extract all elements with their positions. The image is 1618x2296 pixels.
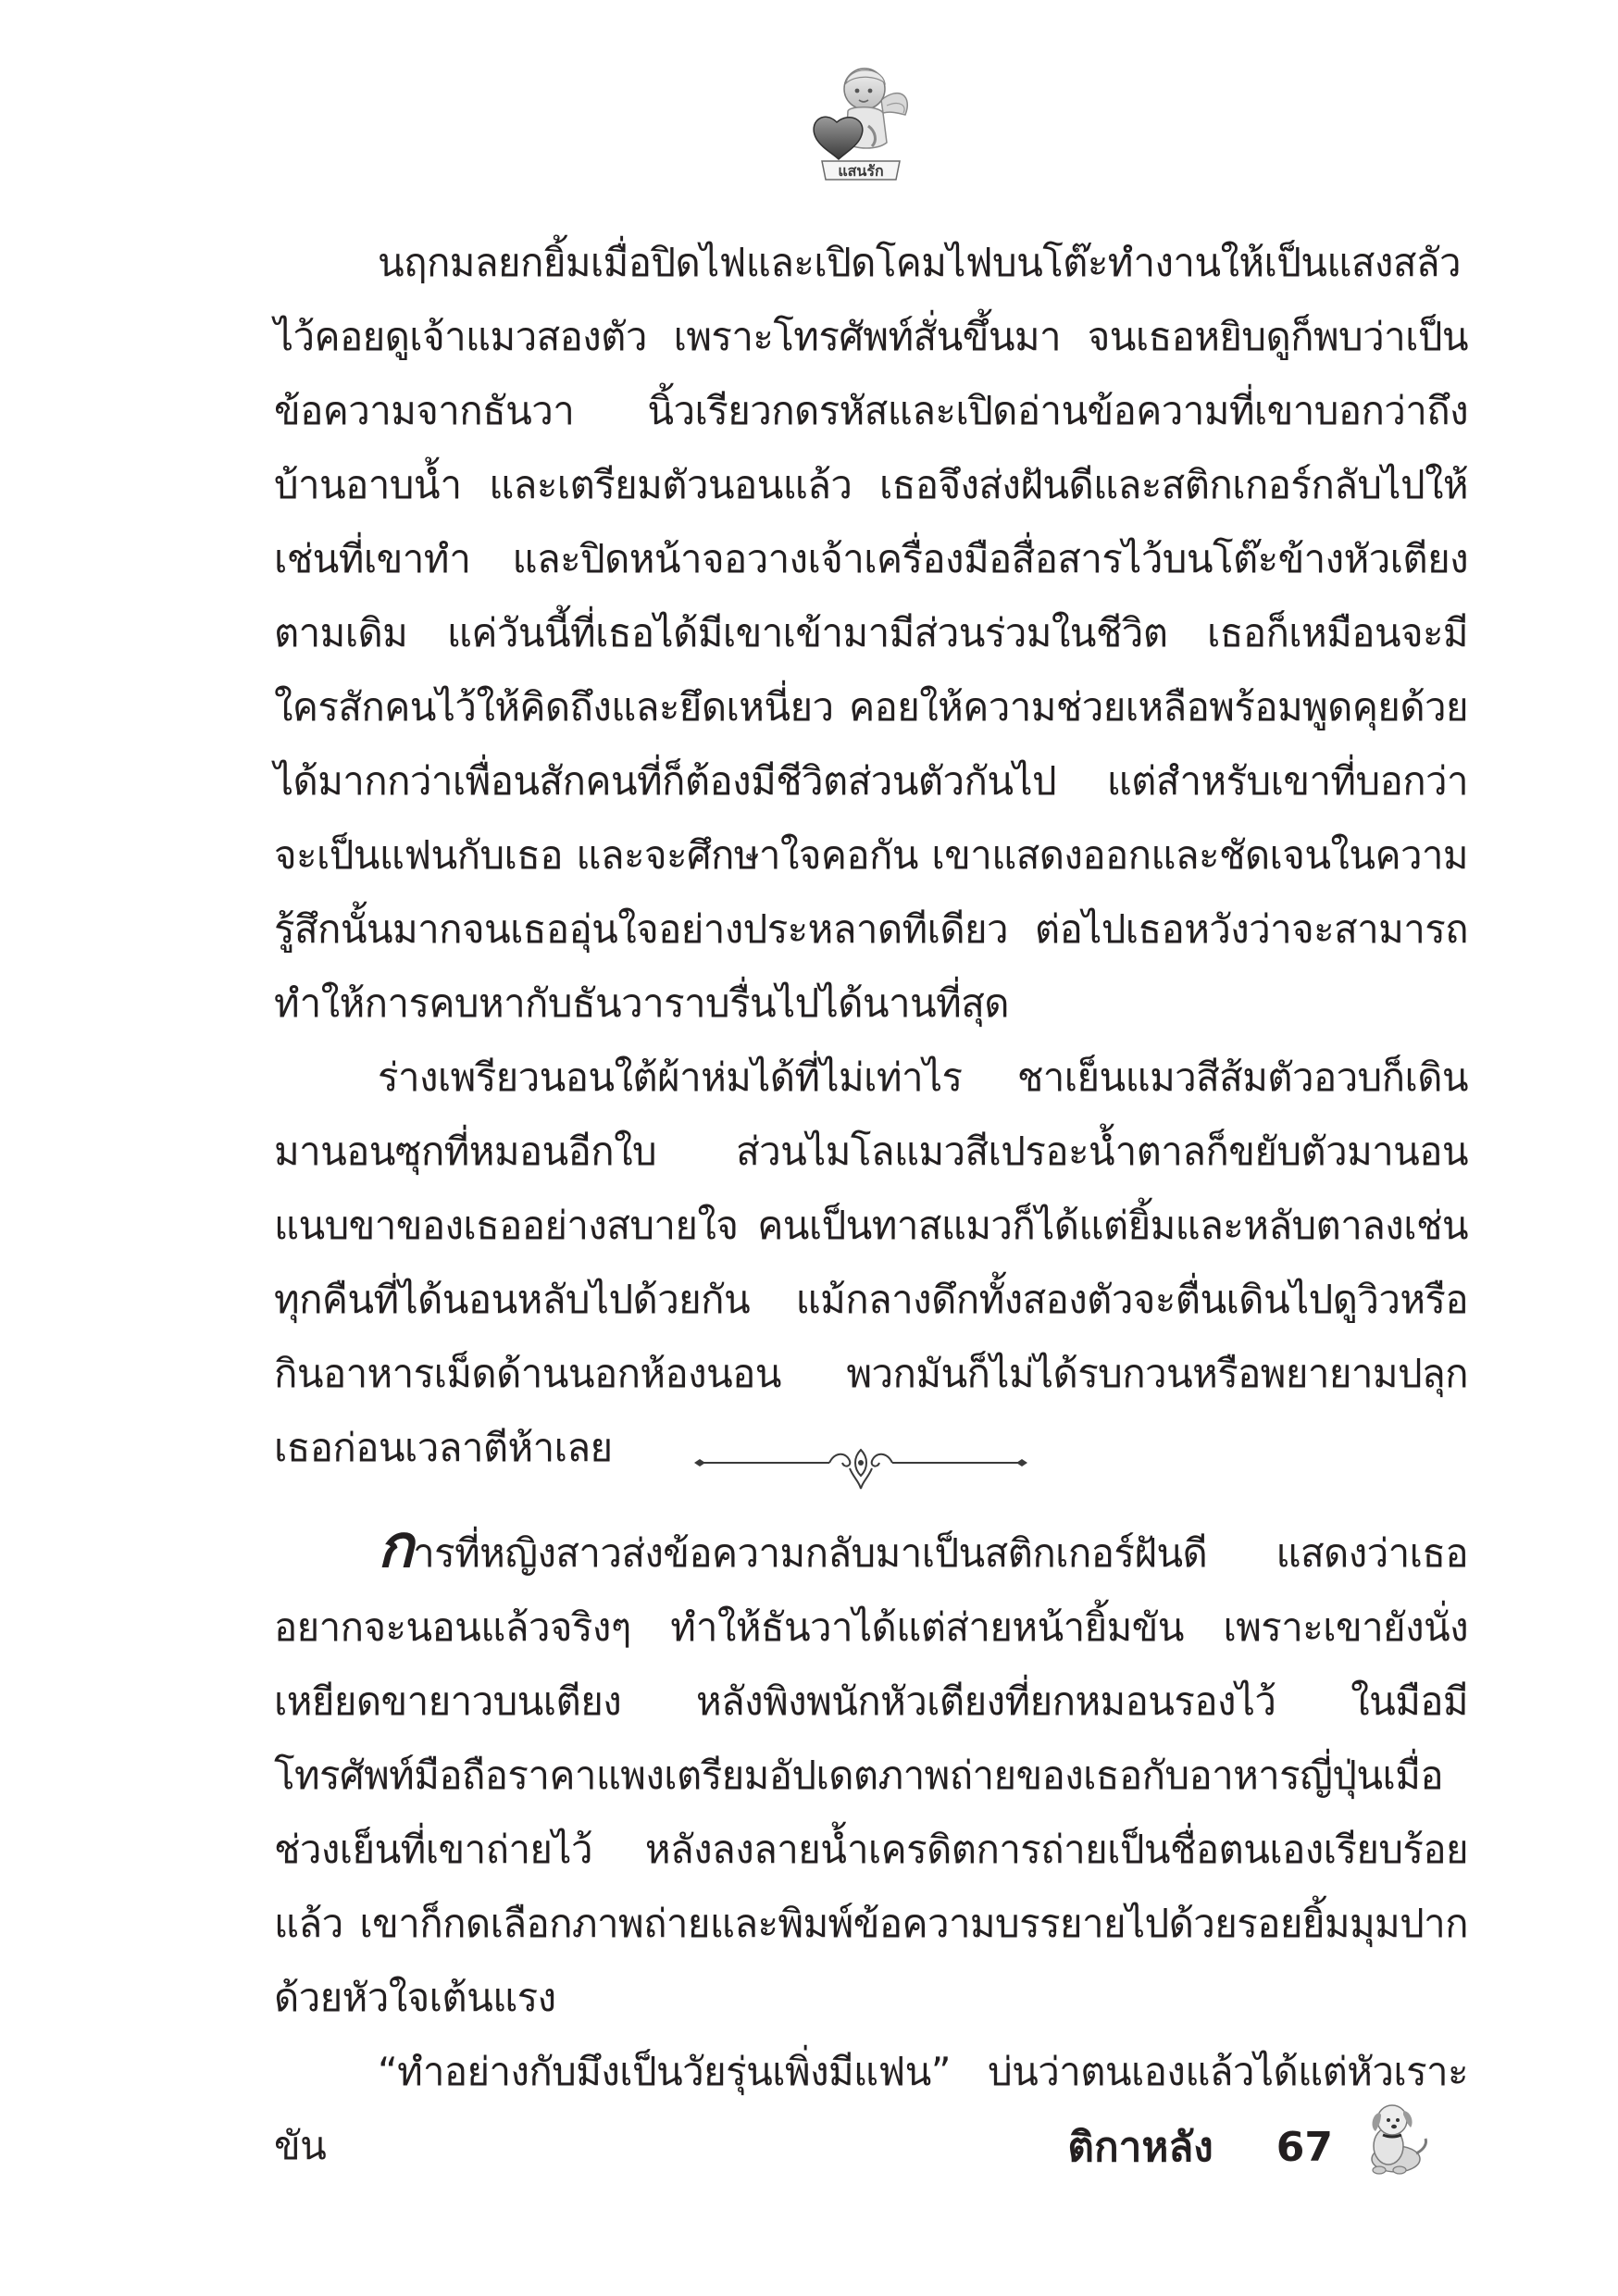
page-number: 67 [1276,2124,1333,2171]
paragraph-with-dropcap [274,1513,1468,2035]
section-divider [694,1441,1027,1496]
section-2 [274,1513,1468,2183]
paragraph-text: ารที่หญิงสาวส่งข้อความกลับมาเป็นสติกเกอร์ฝันดี แสดงว่าเธออยากจะนอนแล้วจริงๆ ทำให้ธันวาได้แต่ส่ายหน้ายิ้มขัน เพราะเขายังนั่งเหยียดขายาวบนเตียง หลังพิงพนักหัวเตียงที่ยกหมอนรองไว้ ในมือมีโทรศัพท์มือถือราคาแพงเตรียมอัปเดตภาพถ่ายของเธอกับอาหารญี่ปุ่นเมื่อช่วงเย็นที่เขาถ่ายไว้ หลังลงลายน้ำเครดิตการถ่ายเป็นชื่อตนเองเรียบร้อยแล้ว เขาก็กดเลือกภาพถ่ายและพิมพ์ข้อความบรรยายไปด้วยรอยยิ้มมุมปากด้วยหัวใจเต้นแรง [274,1530,1468,2020]
header-logo [803,57,918,183]
paragraph: “ทำอย่างกับมึงเป็นวัยรุ่นเพิ่งมีแฟน” บ่นว่าตนเองแล้วได้แต่หัวเราะขัน [274,2049,1468,2168]
puppy-mascot [1359,2098,1433,2176]
paragraph: ร่างเพรียวนอนใต้ผ้าห่มได้ที่ไม่เท่าไร ชาเย็นแมวสีส้มตัวอวบก็เดินมานอนซุกที่หมอนอีกใบ ส่วนไมโลแมวสีเปรอะน้ำตาลก็ขยับตัวมานอนแนบขาของเธออย่างสบายใจ คนเป็นทาสแมวก็ได้แต่ยิ้มและหลับตาลงเช่นทุกคืนที่ได้นอนหลับไปด้วยกัน แม้กลางดึกทั้งสองตัวจะตื่นเดินไปดูวิวหรือกินอาหารเม็ดด้านนอกห้องนอน พวกมันก็ไม่ได้รบกวนหรือพยายามปลุกเธอก่อนเวลาตีห้าเลย [274,1054,1468,1470]
page-footer [1067,2098,1433,2176]
ornamental-divider-icon [694,1441,1027,1496]
cupid-with-heart-icon [803,57,918,183]
book-title: ติกาหลัง [1067,2124,1214,2171]
dropcap-letter: ก [378,1513,414,1581]
section-1 [274,226,1468,1485]
paragraph: นฤกมลยกยิ้มเมื่อปิดไฟและเปิดโคมไฟบนโต๊ะทำงานให้เป็นแสงสลัวไว้คอยดูเจ้าแมวสองตัว เพราะโทรศัพท์สั่นขึ้นมา จนเธอหยิบดูก็พบว่าเป็นข้อความจากธันวา นิ้วเรียวกดรหัสและเปิดอ่านข้อความที่เขาบอกว่าถึงบ้านอาบน้ำ และเตรียมตัวนอนแล้ว เธอจึงส่งฝันดีและสติกเกอร์กลับไปให้เช่นที่เขาทำ และปิดหน้าจอวางเจ้าเครื่องมือสื่อสารไว้บนโต๊ะข้างหัวเตียงตามเดิม แค่วันนี้ที่เธอได้มีเขาเข้ามามีส่วนร่วมในชีวิต เธอก็เหมือนจะมีใครสักคนไว้ให้คิดถึงและยึดเหนี่ยว คอยให้ความช่วยเหลือพร้อมพูดคุยด้วยได้มากกว่าเพื่อนสักคนที่ก็ต้องมีชีวิตส่วนตัวกันไป แต่สำหรับเขาที่บอกว่าจะเป็นแฟนกับเธอ และจะศึกษาใจคอกัน เขาแสดงออกและชัดเจนในความรู้สึกนั้นมากจนเธออุ่นใจอย่างประหลาดทีเดียว ต่อไปเธอหวังว่าจะสามารถทำให้การคบหากับธันวาราบรื่นไปได้นานที่สุด [274,240,1468,1026]
logo-text: แสนรัก [838,162,884,180]
puppy-icon [1359,2098,1433,2176]
